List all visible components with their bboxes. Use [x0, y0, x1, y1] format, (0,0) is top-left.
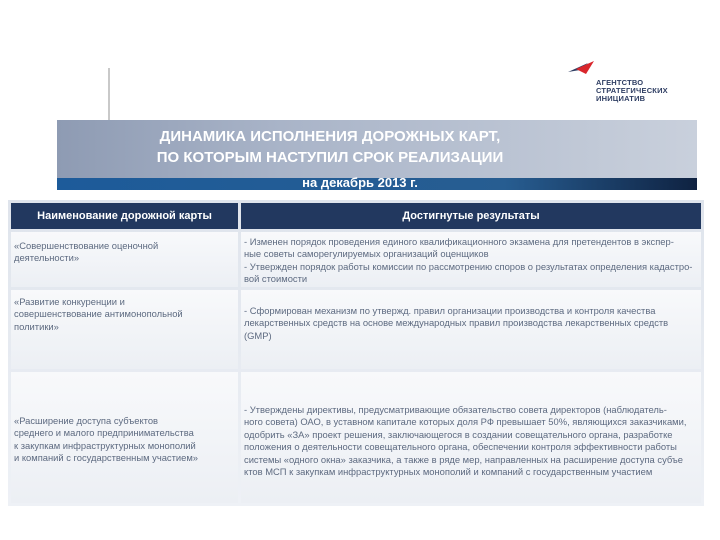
- result-line: лекарственных средств на основе международных правил производства лекарственных средств: [244, 317, 669, 329]
- name-line: деятельности»: [14, 252, 80, 264]
- result-line: вой стоимости: [244, 273, 308, 285]
- result-line: ного совета) ОАО, в уставном капитале которых доля РФ превышает 50%, являющихся заказчиками,: [244, 416, 687, 428]
- result-line: ктов МСП к закупкам инфраструктурных монополий и компаний с государственным участием: [244, 466, 653, 478]
- roadmap-name: [14, 240, 158, 265]
- column-header-name: Наименование дорожной карты: [11, 203, 238, 229]
- result-line: (GMP): [244, 329, 272, 341]
- divider-line: [108, 68, 110, 120]
- logo-line: ИНИЦИАТИВ: [596, 94, 646, 103]
- name-line: «Развитие конкуренции и: [14, 296, 125, 307]
- name-line: совершенствование антимонопольной: [14, 308, 183, 320]
- result-line: одобрить «ЗА» проект решения, заключающегося в создании совещательного органа, разработке: [244, 428, 673, 440]
- result-line: - Утвержден порядок работы комиссии по рассмотрению споров о результатах определения кадастро-: [244, 260, 693, 272]
- logo-text: [596, 79, 668, 103]
- page-title: [60, 126, 600, 168]
- table-row-1-name-cell: [11, 232, 238, 287]
- logo-arrow-icon: [566, 60, 596, 82]
- table-row-3-name-cell: [11, 372, 238, 503]
- name-line: «Расширение доступа субъектов: [14, 415, 159, 426]
- logo-line: АГЕНТСТВО: [596, 78, 644, 87]
- roadmap-results: [244, 404, 686, 478]
- page-subtitle: на декабрь 2013 г.: [302, 175, 418, 190]
- name-line: «Совершенствование оценочной: [14, 240, 159, 251]
- result-line: - Сформирован механизм по утвержд. правил организации производства и контроля качества: [244, 305, 656, 316]
- table-row-1-results-cell: [241, 232, 701, 287]
- result-line: - Утверждены директивы, предусматривающие обязательство совета директоров (наблюдатель-: [244, 404, 667, 415]
- table-row-3-results-cell: [241, 372, 701, 503]
- result-line: положения о деятельности совещательного органа, обеспечении контроля эффективности работы: [244, 441, 677, 453]
- roadmap-results: [244, 305, 668, 342]
- table-row-2-name-cell: [11, 290, 238, 369]
- name-line: политики»: [14, 320, 59, 332]
- table-row-2-results-cell: [241, 290, 701, 369]
- asi-logo: [566, 60, 686, 108]
- title-line-1: ДИНАМИКА ИСПОЛНЕНИЯ ДОРОЖНЫХ КАРТ,: [159, 128, 501, 145]
- roadmap-results: [244, 236, 692, 286]
- name-line: среднего и малого предпринимательства: [14, 427, 194, 439]
- name-line: к закупкам инфраструктурных монополий: [14, 439, 196, 451]
- roadmap-table: [8, 200, 704, 506]
- result-line: системы «одного окна» заказчика, а также в ряде мер, направленных на расширение доступа субъе: [244, 453, 683, 465]
- result-line: ные советы саморегулируемых организаций оценщиков: [244, 248, 489, 260]
- logo-line: СТРАТЕГИЧЕСКИХ: [596, 86, 668, 95]
- result-line: - Изменен порядок проведения единого квалификационного экзамена для претендентов в экспер-: [244, 236, 674, 247]
- title-line-2: ПО КОТОРЫМ НАСТУПИЛ СРОК РЕАЛИЗАЦИИ: [156, 149, 504, 166]
- roadmap-name: [14, 296, 183, 333]
- column-header-results: Достигнутые результаты: [241, 203, 701, 229]
- roadmap-name: [14, 415, 198, 465]
- name-line: и компаний с государственным участием»: [14, 452, 199, 464]
